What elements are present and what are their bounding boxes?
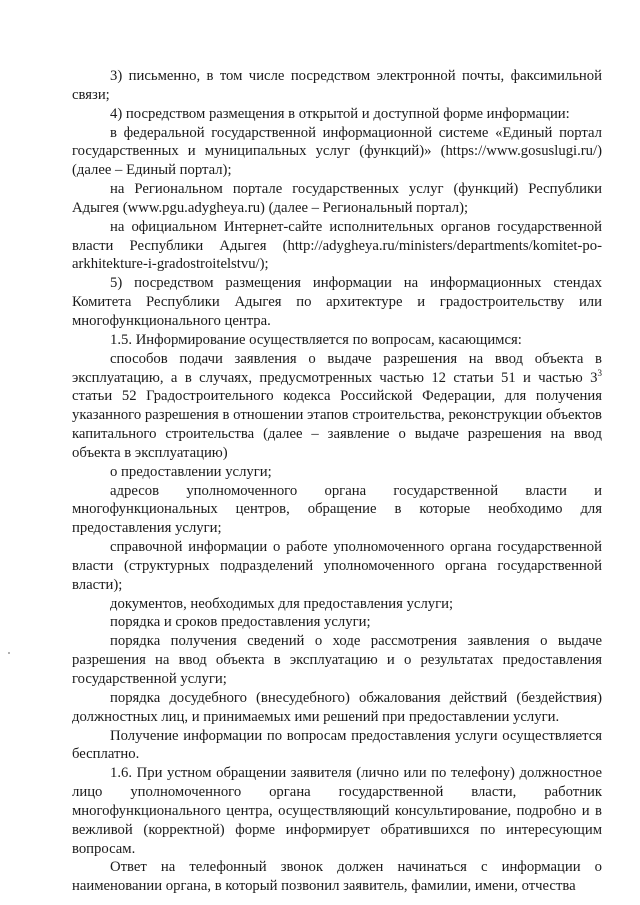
paragraph-application-methods	[72, 350, 602, 463]
paragraph-section-1-6: 1.6. При устном обращении заявителя (лично или по телефону) должностное лицо уполномоченного органа государственной власти, работник многофункционального центра, осуществляющий консультирование, подробно и в вежливой (корректной) форме информирует обратившихся по интересующим вопросам.	[72, 765, 602, 857]
paragraph-service-provision: о предоставлении услуги;	[110, 463, 272, 480]
document-body	[72, 67, 602, 896]
paragraph-written-contact: 3) письменно, в том числе посредством электронной почты, факсимильной связи;	[72, 68, 602, 103]
paragraph-appeal-procedure: порядка досудебного (внесудебного) обжалования действий (бездействия) должностных лиц, и принимаемых ими решений при предоставлении услуги.	[72, 689, 602, 725]
paragraph-regional-portal: на Региональном портале государственных услуг (функций) Республики Адыгея (www.pgu.adygheya.ru) (далее – Региональный портал);	[72, 181, 602, 216]
application-methods-continued: статьи 52 Градостроительного кодекса Российской Федерации, для получения указанного разрешения в отношении этапов строительства, реконструкции объектов капитального строительства (далее – заявление о выдаче разрешения на ввод объекта в эксплуатацию)	[72, 388, 602, 461]
paragraph-posting-info: 4) посредством размещения в открытой и доступной форме информации:	[110, 105, 570, 122]
paragraph-reference-info: справочной информации о работе уполномоченного органа государственной власти (структурных подразделений уполномоченного органа государственной власти);	[72, 539, 602, 593]
paragraph-section-1-5: 1.5. Информирование осуществляется по вопросам, касающимся:	[110, 331, 522, 348]
paragraph-free-info: Получение информации по вопросам предоставления услуги осуществляется бесплатно.	[72, 727, 602, 763]
paragraph-procedure-terms: порядка и сроков предоставления услуги;	[110, 614, 371, 631]
superscript-3: 3	[597, 367, 602, 378]
paragraph-documents: документов, необходимых для предоставления услуги;	[110, 595, 454, 612]
application-methods-text: способов подачи заявления о выдаче разрешения на ввод объекта в эксплуатацию, а в случаях, предусмотренных частью 12 статьи 51 и частью 3	[72, 350, 602, 386]
paragraph-phone-answer: Ответ на телефонный звонок должен начинаться с информации о наименовании органа, в который позвонил заявитель, фамилии, имени, отчества	[72, 859, 602, 895]
paragraph-info-stands: 5) посредством размещения информации на информационных стендах Комитета Республики Адыгея по архитектуре и градостроительству или многофункционального центра.	[72, 275, 602, 329]
scan-mark	[8, 652, 10, 654]
paragraph-addresses: адресов уполномоченного органа государственной власти и многофункциональных центров, обращение в которые необходимо для предоставления услуги;	[72, 482, 602, 537]
paragraph-official-website: на официальном Интернет-сайте исполнительных органов государственной власти Республики Адыгея (http://adygheya.ru/ministers/departments/komitet-po-arkhitekture-i-gradostroitelstvu/);	[72, 218, 602, 273]
paragraph-progress-info: порядка получения сведений о ходе рассмотрения заявления о выдаче разрешения на ввод объекта в эксплуатацию и о результатах предоставления государственной услуги;	[72, 633, 602, 687]
paragraph-unified-portal: в федеральной государственной информационной системе «Единый портал государственных и муниципальных услуг (функций)» (https://www.gosuslugi.ru/) (далее – Единый портал);	[72, 124, 602, 179]
